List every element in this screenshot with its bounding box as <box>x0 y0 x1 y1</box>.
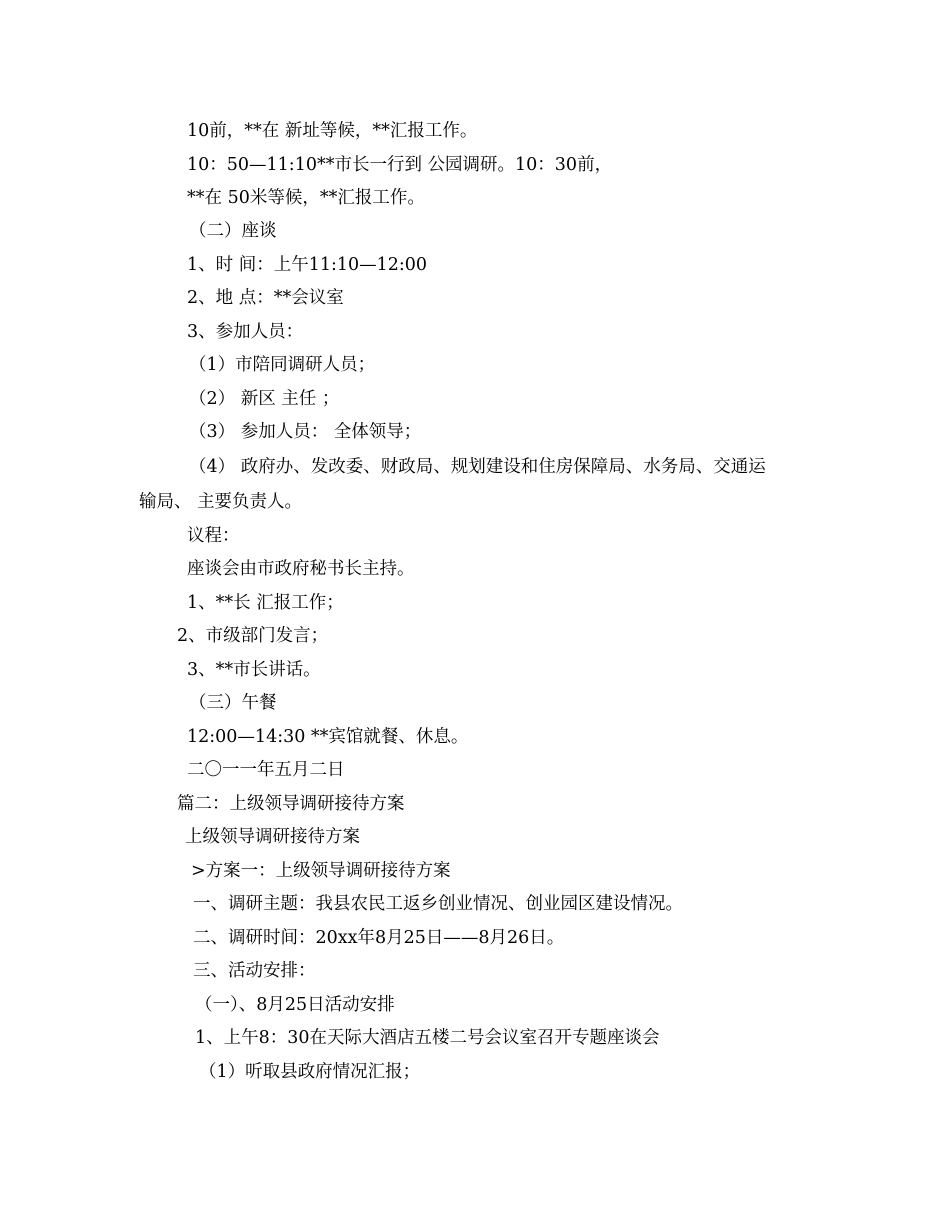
text-line: 3、**市长讲话。 <box>187 660 321 680</box>
text-line: （3） 参加人员： 全体领导； <box>189 422 422 442</box>
text-line: 输局、 主要负责人。 <box>139 492 303 512</box>
text-line: **在 50米等候，**汇报工作。 <box>187 188 425 208</box>
text-line: （1）听取县政府情况汇报； <box>199 1062 421 1082</box>
text-line: 10前，**在 新址等候，**汇报工作。 <box>187 121 478 141</box>
text-line: 议程： <box>187 526 240 546</box>
text-line: 10：50—11:10**市长一行到 公园调研。10：30前， <box>187 155 613 175</box>
text-line: 1、**长 汇报工作； <box>187 593 344 613</box>
text-line: 3、参加人员： <box>187 322 304 342</box>
text-line: （2） 新区 主任 ； <box>189 389 340 409</box>
date-line: 二〇一一年五月二日 <box>187 760 345 780</box>
section-heading: （二）座谈 <box>189 221 277 241</box>
document-title: 上级领导调研接待方案 <box>185 827 360 847</box>
text-line: 2、市级部门发言； <box>177 626 329 646</box>
text-line: 座谈会由市政府秘书长主持。 <box>187 559 415 579</box>
text-line: 三、活动安排： <box>193 961 316 981</box>
text-line: 1、上午8：30在天际大酒店五楼二号会议室召开专题座谈会 <box>195 1028 660 1048</box>
chapter-heading: 篇二：上级领导调研接待方案 <box>177 794 405 814</box>
text-line: 二、调研时间：20xx年8月25日——8月26日。 <box>193 928 565 948</box>
text-line: 12:00—14:30 **宾馆就餐、休息。 <box>187 727 469 747</box>
text-line: （一）、8月25日活动安排 <box>195 995 395 1015</box>
section-heading: （三）午餐 <box>189 693 277 713</box>
text-line: 1、时 间：上午11:10—12:00 <box>187 255 428 275</box>
text-line: 一、调研主题：我县农民工返乡创业情况、创业园区建设情况。 <box>193 894 683 914</box>
text-line: （1）市陪同调研人员； <box>189 355 376 375</box>
text-line: （4） 政府办、发改委、财政局、规划建设和住房保障局、水务局、交通运 <box>189 457 766 477</box>
text-line: 2、地 点：**会议室 <box>187 288 344 308</box>
text-line: >方案一：上级领导调研接待方案 <box>191 861 451 881</box>
